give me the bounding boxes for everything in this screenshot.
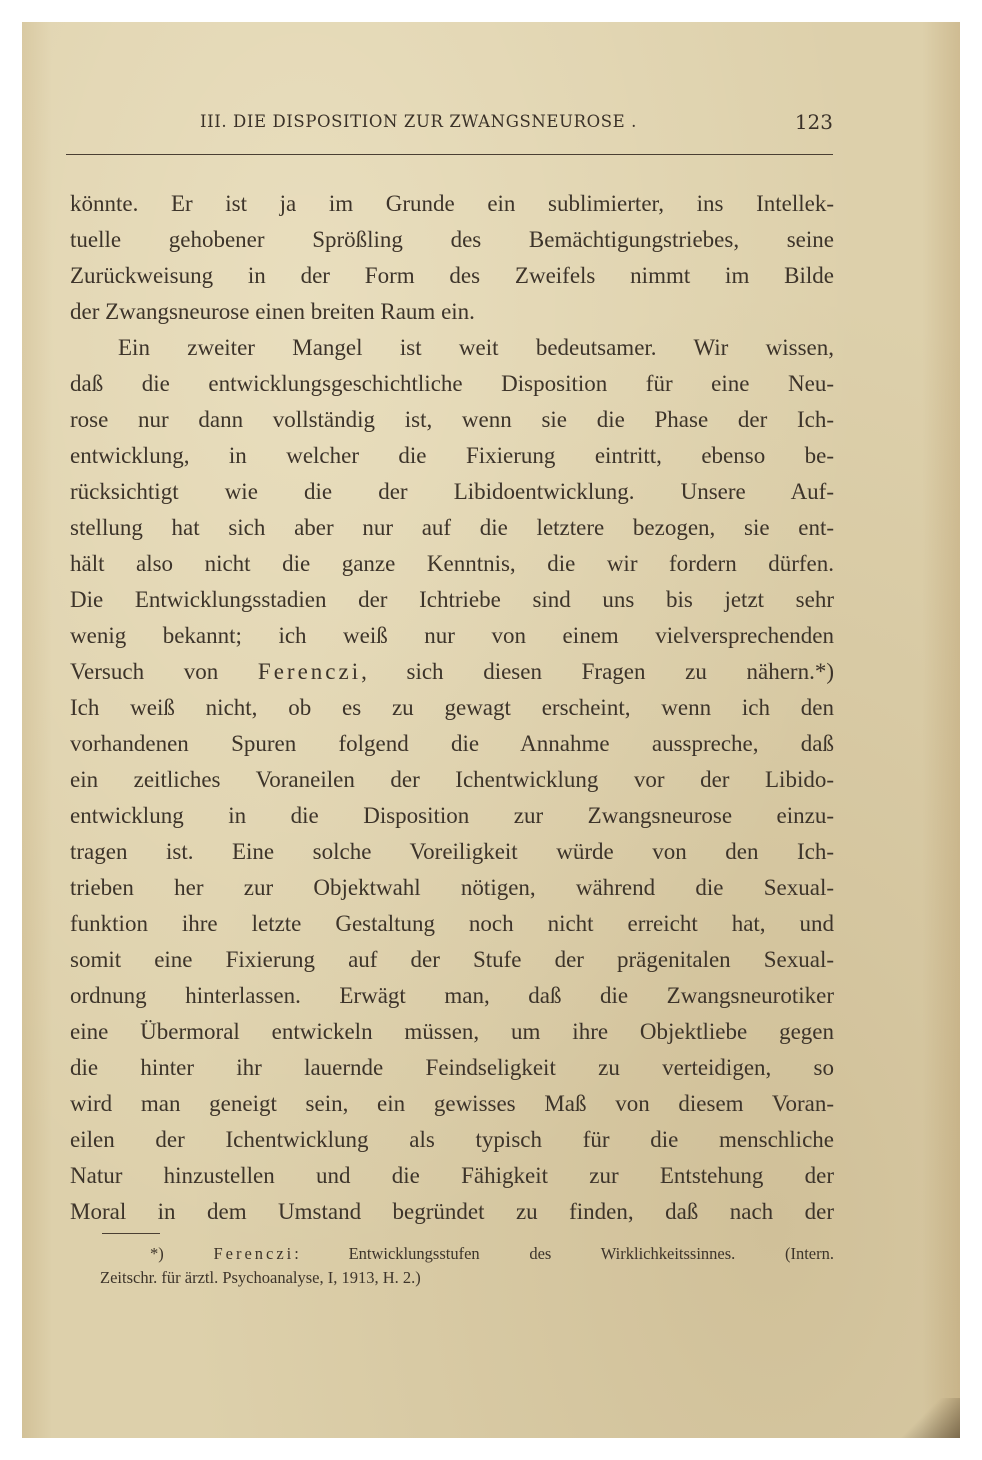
chapter-title: III. DIE DISPOSITION ZUR ZWANGSNEUROSE . xyxy=(200,112,637,131)
text-line: wenig bekannt; ich weiß nur von einem vielversprechenden xyxy=(70,623,834,648)
text-line: somit eine Fixierung auf der Stufe der prägenitalen Sexual- xyxy=(70,947,834,972)
footnote xyxy=(100,1242,834,1290)
text-line: hält also nicht die ganze Kenntnis, die wir fordern dürfen. xyxy=(70,551,834,576)
footnote-line: Zeitschr. für ärztl. Psychoanalyse, I, 1913, H. 2.) xyxy=(100,1268,421,1287)
text-segment: , sich diesen Fragen zu nähern.*) xyxy=(361,659,834,684)
footnote-rule xyxy=(102,1233,160,1234)
page-number: 123 xyxy=(794,110,833,134)
text-line: der Zwangsneurose einen breiten Raum ein. xyxy=(70,299,475,324)
text-line-ferenczi xyxy=(70,654,834,690)
text-line: Moral in dem Umstand begründet zu finden, daß nach der xyxy=(70,1199,834,1224)
text-line: Natur hinzustellen und die Fähigkeit zur Entstehung der xyxy=(70,1163,834,1188)
footnote-author: Ferenczi xyxy=(213,1244,295,1263)
text-line: trieben her zur Objektwahl nötigen, während die Sexual- xyxy=(70,875,834,900)
text-line: Ein zweiter Mangel ist weit bedeutsamer. Wir wissen, xyxy=(118,335,834,360)
footnote-marker: *) xyxy=(150,1244,214,1263)
text-line: wird man geneigt sein, ein gewisses Maß von diesem Voran- xyxy=(70,1091,834,1116)
text-line: entwicklung in die Disposition zur Zwangsneurose einzu- xyxy=(70,803,834,828)
text-line: Die Entwicklungsstadien der Ichtriebe sind uns bis jetzt sehr xyxy=(70,587,834,612)
text-line: eine Übermoral entwickeln müssen, um ihre Objektliebe gegen xyxy=(70,1019,834,1044)
text-line: funktion ihre letzte Gestaltung noch nicht erreicht hat, und xyxy=(70,911,834,936)
author-name: Ferenczi xyxy=(257,659,362,684)
text-line: Ich weiß nicht, ob es zu gewagt erscheint, wenn ich den xyxy=(70,695,834,720)
running-header xyxy=(68,112,833,136)
text-line: daß die entwicklungsgeschichtliche Disposition für eine Neu- xyxy=(70,371,834,396)
text-line: tuelle gehobener Sprößling des Bemächtigungstriebes, seine xyxy=(70,227,834,252)
text-line: könnte. Er ist ja im Grunde ein sublimierter, ins Intellek- xyxy=(70,191,834,216)
text-segment: Versuch von xyxy=(70,659,258,684)
text-line: ein zeitliches Voraneilen der Ichentwicklung vor der Libido- xyxy=(70,767,834,792)
footnote-text: : Entwicklungsstufen des Wirklichkeitssinnes. (Intern. xyxy=(294,1244,835,1263)
text-line: tragen ist. Eine solche Voreiligkeit würde von den Ich- xyxy=(70,839,834,864)
text-line: rose nur dann vollständig ist, wenn sie die Phase der Ich- xyxy=(70,407,834,432)
page-corner-shadow xyxy=(900,1398,960,1438)
text-line: vorhandenen Spuren folgend die Annahme ausspreche, daß xyxy=(70,731,834,756)
text-line: entwicklung, in welcher die Fixierung eintritt, ebenso be- xyxy=(70,443,834,468)
footnote-line xyxy=(100,1242,834,1266)
text-line: die hinter ihr lauernde Feindseligkeit zu verteidigen, so xyxy=(70,1055,834,1080)
header-rule xyxy=(66,154,833,155)
text-line: ordnung hinterlassen. Erwägt man, daß die Zwangsneurotiker xyxy=(70,983,834,1008)
body-text xyxy=(70,186,834,1230)
text-line: stellung hat sich aber nur auf die letztere bezogen, sie ent- xyxy=(70,515,834,540)
text-line: eilen der Ichentwicklung als typisch für die menschliche xyxy=(70,1127,834,1152)
text-line: rücksichtigt wie die der Libidoentwicklung. Unsere Auf- xyxy=(70,479,834,504)
text-line: Zurückweisung in der Form des Zweifels nimmt im Bilde xyxy=(70,263,834,288)
